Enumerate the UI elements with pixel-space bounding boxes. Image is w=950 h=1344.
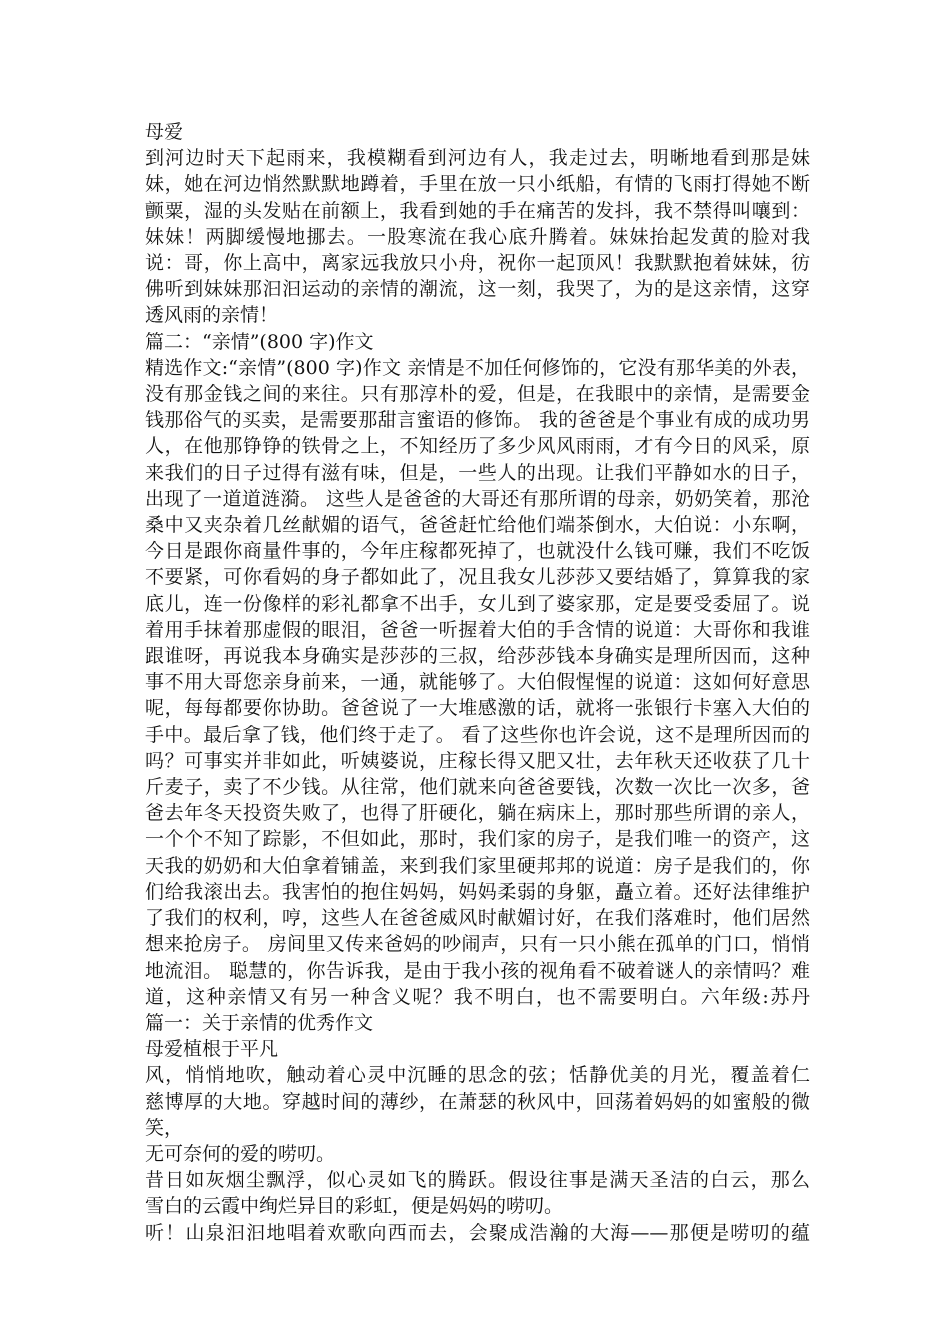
text-line: 了我们的权利，哼，这些人在爸爸威风时献媚讨好，在我们落难时，他们居然 [145, 907, 810, 930]
text-line: 出现了一道道涟漪。 这些人是爸爸的大哥还有那所谓的母亲，奶奶笑着，那沧 [145, 487, 810, 510]
text-line: 无可奈何的爱的唠叨。 [145, 1142, 336, 1165]
text-line: 笑， [145, 1116, 184, 1139]
text-line: 妹，她在河边悄然默默地蹲着，手里在放一只小纸船，有情的飞雨打得她不断 [145, 173, 810, 196]
text-line: 地流泪。 聪慧的，你告诉我，是由于我小孩的视角看不破着谜人的亲情吗？难 [145, 959, 810, 982]
text-line: 一个个不知了踪影，不但如此，那时，我们家的房子，是我们唯一的资产，这 [145, 828, 810, 851]
text-line: 事不用大哥您亲身前来，一通，就能够了。大伯假惺惺的说道：这如何好意思 [145, 671, 810, 694]
text-line: 雪白的云霞中绚烂异目的彩虹，便是妈妈的唠叨。 [145, 1195, 564, 1218]
text-line: 昔日如灰烟尘飘浮，似心灵如飞的腾跃。假设往事是满天圣洁的白云，那么 [145, 1169, 810, 1192]
text-line: 母爱植根于平凡 [145, 1038, 279, 1061]
text-line: 手中。最后拿了钱，他们终于走了。 看了这些你也许会说，这不是理所因而的 [145, 723, 810, 746]
text-line: 篇一：关于亲情的优秀作文 [145, 1011, 374, 1034]
text-line: 今日是跟你商量件事的，今年庄稼都死掉了，也就没什么钱可赚，我们不吃饭 [145, 540, 810, 563]
text-line: 想来抢房子。 房间里又传来爸妈的吵闹声，只有一只小熊在孤单的门口，悄悄 [145, 933, 810, 956]
text-line: 妹妹！两脚缓慢地挪去。一股寒流在我心底升腾着。妹妹抬起发黄的脸对我 [145, 225, 810, 248]
text-line: 说：哥，你上高中，离家远我放只小舟，祝你一起顶风！我默默抱着妹妹，彷 [145, 252, 810, 275]
text-line: 听！山泉汩汩地唱着欢歌向西而去，会聚成浩瀚的大海——那便是唠叨的蕴 [145, 1221, 810, 1244]
text-line: 们给我滚出去。我害怕的抱住妈妈，妈妈柔弱的身躯，矗立着。还好法律维护 [145, 880, 810, 903]
text-line: 底儿，连一份像样的彩礼都拿不出手，女儿到了婆家那，定是要受委屈了。说 [145, 592, 810, 615]
text-line: 精选作文:“亲情”(800 字)作文 亲情是不加任何修饰的，它没有那华美的外表， [145, 356, 810, 379]
text-line: 来我们的日子过得有滋有味，但是，一些人的出现。让我们平静如水的日子， [145, 461, 810, 484]
text-line: 到河边时天下起雨来，我模糊看到河边有人，我走过去，明晰地看到那是妹 [145, 147, 810, 170]
text-line: 天我的奶奶和大伯拿着铺盖，来到我们家里硬邦邦的说道：房子是我们的，你 [145, 854, 810, 877]
text-line: 桑中又夹杂着几丝献媚的语气，爸爸赶忙给他们端茶倒水，大伯说：小东啊， [145, 514, 810, 537]
text-line: 没有那金钱之间的来往。只有那淳朴的爱，但是，在我眼中的亲情，是需要金 [145, 383, 810, 406]
text-line: 人，在他那铮铮的铁骨之上，不知经历了多少风风雨雨，才有今日的风采，原 [145, 435, 810, 458]
text-line: 风，悄悄地吹，触动着心灵中沉睡的思念的弦；恬静优美的月光，覆盖着仁 [145, 1064, 810, 1087]
text-line: 斤麦子，卖了不少钱。从往常，他们就来向爸爸要钱，次数一次比一次多，爸 [145, 776, 810, 799]
document-page [145, 119, 810, 1246]
text-line: 佛听到妹妹那汩汩运动的亲情的潮流，这一刻，我哭了，为的是这亲情，这穿 [145, 278, 810, 301]
text-line: 呢，每每都要你协助。爸爸说了一大堆感激的话，就将一张银行卡塞入大伯的 [145, 697, 810, 720]
text-line: 爸去年冬天投资失败了，也得了肝硬化，躺在病床上，那时那些所谓的亲人， [145, 802, 810, 825]
text-line: 不要紧，可你看妈的身子都如此了，况且我女儿莎莎又要结婚了，算算我的家 [145, 566, 810, 589]
text-line: 着用手抹着那虚假的眼泪，爸爸一听握着大伯的手含情的说道：大哥你和我谁 [145, 618, 810, 641]
text-line: 道，这种亲情又有另一种含义呢？我不明白，也不需要明白。六年级:苏丹 [145, 985, 810, 1008]
text-line: 透风雨的亲情！ [145, 304, 279, 327]
text-line: 吗？可事实并非如此，听姨婆说，庄稼长得又肥又壮，去年秋天还收获了几十 [145, 749, 810, 772]
text-line: 母爱 [145, 121, 184, 143]
text-line: 钱那俗气的买卖，是需要那甜言蜜语的修饰。 我的爸爸是个事业有成的成功男 [145, 409, 810, 432]
text-line: 篇二：“亲情”(800 字)作文 [145, 330, 374, 353]
text-line: 跟谁呀，再说我本身确实是莎莎的三叔，给莎莎钱本身确实是理所因而，这种 [145, 645, 810, 668]
text-line: 颤粟，湿的头发贴在前额上，我看到她的手在痛苦的发抖，我不禁得叫嚷到： [145, 199, 810, 222]
text-line: 慈博厚的大地。穿越时间的薄纱，在萧瑟的秋风中，回荡着妈妈的如蜜般的微 [145, 1090, 810, 1113]
